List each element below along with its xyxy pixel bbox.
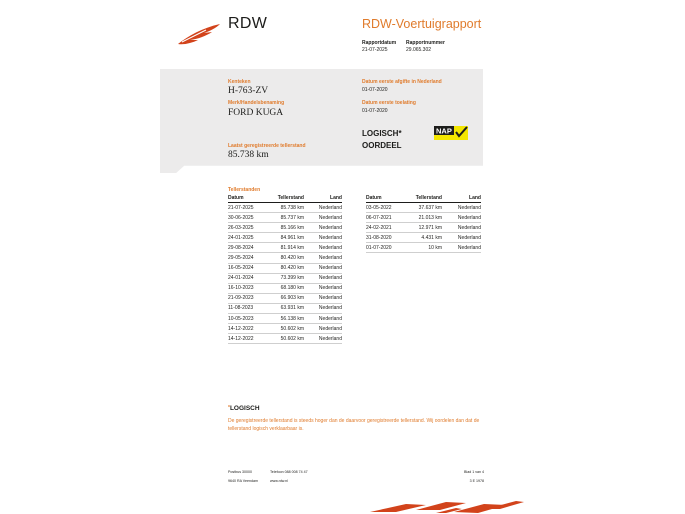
cell-date: 30-06-2025: [228, 213, 266, 223]
cell-country: Nederland: [304, 303, 342, 313]
cell-date: 06-07-2021: [366, 213, 404, 223]
cell-country: Nederland: [442, 243, 481, 253]
table-row: [228, 273, 342, 283]
table-row: [228, 293, 342, 303]
cell-reading: 80.420 km: [266, 263, 304, 273]
nap-text: NAP: [436, 126, 452, 136]
col-date: Datum: [228, 194, 266, 203]
odometer-table-left: [228, 194, 342, 344]
cell-country: Nederland: [304, 283, 342, 293]
cell-date: 21-09-2023: [228, 293, 266, 303]
footer-address: [228, 468, 258, 486]
table-row: [228, 334, 342, 344]
table-row: [228, 233, 342, 243]
cell-reading: 81.914 km: [266, 243, 304, 253]
cell-country: Nederland: [304, 273, 342, 283]
footnote-star: *: [228, 405, 230, 411]
report-title: RDW-Voertuigrapport: [362, 17, 482, 31]
cell-date: 11-08-2023: [228, 303, 266, 313]
cell-reading: 12.971 km: [404, 223, 442, 233]
cell-country: Nederland: [442, 203, 481, 213]
cell-country: Nederland: [304, 233, 342, 243]
report-date-label: Rapportdatum: [362, 40, 397, 46]
cell-country: Nederland: [304, 253, 342, 263]
cell-country: Nederland: [304, 213, 342, 223]
footnote-title: [228, 405, 260, 412]
cell-reading: 68.180 km: [266, 283, 304, 293]
cell-date: 26-03-2025: [228, 223, 266, 233]
cell-date: 29-08-2024: [228, 243, 266, 253]
report-number: 29.065.302: [406, 47, 432, 53]
col-country: Land: [304, 194, 342, 203]
footer-phone: Telefoon 088 008 74 47: [270, 470, 308, 474]
verdict: [362, 128, 402, 152]
rdw-logo-icon: [176, 22, 222, 46]
cell-reading: 73.399 km: [266, 273, 304, 283]
cell-reading: 50.602 km: [266, 334, 304, 344]
report-number-label: Rapportnummer: [406, 40, 445, 46]
last-odometer-label: Laatst geregistreerde tellerstand: [228, 143, 306, 149]
footnote-text: De geregistreerde tellerstand is steeds hoger dan de daarvoor geregistreerde tellerstand. Wij oordelen dan dat de tellerstand logisch verklaarbaar is.: [228, 418, 480, 432]
report-date: 21-07-2025: [362, 47, 388, 53]
cell-date: 24-01-2024: [228, 273, 266, 283]
footer-page-info: [440, 468, 484, 486]
col-reading: Tellerstand: [266, 194, 304, 203]
cell-reading: 50.602 km: [266, 324, 304, 334]
cell-date: 29-05-2024: [228, 253, 266, 263]
table-row: [366, 243, 481, 253]
cell-reading: 21.013 km: [404, 213, 442, 223]
col-date: Datum: [366, 194, 404, 203]
footer-postbus: Postbus 30000: [228, 470, 252, 474]
cell-country: Nederland: [442, 213, 481, 223]
cell-reading: 37.637 km: [404, 203, 442, 213]
footnote-title-text: LOGISCH: [229, 405, 260, 412]
report-date-block: [362, 40, 396, 54]
cell-country: Nederland: [304, 324, 342, 334]
cell-date: 24-01-2025: [228, 233, 266, 243]
report-number-block: [406, 40, 445, 54]
table-row: [228, 203, 342, 213]
cell-reading: 85.166 km: [266, 223, 304, 233]
cell-date: 16-05-2024: [228, 263, 266, 273]
last-odometer: 85.738 km: [228, 150, 269, 160]
make-label: Merk/Handelsbenaming: [228, 100, 285, 106]
cell-date: 14-12-2022: [228, 324, 266, 334]
cell-date: 01-07-2020: [366, 243, 404, 253]
table-row: [228, 223, 342, 233]
license-plate: H-763-ZV: [228, 86, 269, 96]
col-country: Land: [442, 194, 481, 203]
cell-reading: 84.961 km: [266, 233, 304, 243]
cell-country: Nederland: [304, 314, 342, 324]
table-row: [228, 324, 342, 334]
footer-city: 9640 RA Veendam: [228, 479, 258, 483]
table-row: [228, 263, 342, 273]
first-admission: 01-07-2020: [362, 108, 388, 114]
table-row: [228, 213, 342, 223]
footer-contact: [270, 468, 308, 486]
cell-reading: 56.138 km: [266, 314, 304, 324]
decorative-stripes-icon: [366, 498, 526, 514]
cell-country: Nederland: [304, 293, 342, 303]
brand-name: RDW: [228, 15, 268, 32]
table-row: [228, 314, 342, 324]
odometer-table-right: [366, 194, 481, 253]
cell-reading: 85.738 km: [266, 203, 304, 213]
odometer-section-title: Tellerstanden: [228, 187, 261, 193]
footer-page: Blad 1 van 4: [464, 470, 484, 474]
first-admission-label: Datum eerste toelating: [362, 100, 416, 106]
cell-country: Nederland: [442, 233, 481, 243]
cell-reading: 63.931 km: [266, 303, 304, 313]
license-plate-label: Kenteken: [228, 79, 251, 85]
table-row: [366, 223, 481, 233]
cell-country: Nederland: [304, 334, 342, 344]
col-reading: Tellerstand: [404, 194, 442, 203]
verdict-line-1: LOGISCH*: [362, 129, 402, 138]
cell-reading: 85.737 km: [266, 213, 304, 223]
cell-date: 10-05-2023: [228, 314, 266, 324]
cell-date: 24-02-2021: [366, 223, 404, 233]
table-row: [228, 283, 342, 293]
cell-date: 16-10-2023: [228, 283, 266, 293]
nap-logo-icon: [434, 126, 468, 140]
cell-reading: 80.420 km: [266, 253, 304, 263]
table-row: [228, 253, 342, 263]
cell-reading: 66.903 km: [266, 293, 304, 303]
table-row: [228, 303, 342, 313]
first-registration-nl: 01-07-2020: [362, 87, 388, 93]
cell-reading: 10 km: [404, 243, 442, 253]
cell-date: 31-08-2020: [366, 233, 404, 243]
cell-country: Nederland: [304, 243, 342, 253]
table-row: [366, 233, 481, 243]
cell-country: Nederland: [304, 223, 342, 233]
cell-date: 14-12-2022: [228, 334, 266, 344]
cell-reading: 4.431 km: [404, 233, 442, 243]
table-row: [366, 203, 481, 213]
footer-web: www.rdw.nl: [270, 479, 288, 483]
cell-country: Nederland: [304, 203, 342, 213]
cell-country: Nederland: [442, 223, 481, 233]
footer-code: 3 E 1978: [469, 479, 484, 483]
table-row: [228, 243, 342, 253]
cell-country: Nederland: [304, 263, 342, 273]
cell-date: 21-07-2025: [228, 203, 266, 213]
table-row: [366, 213, 481, 223]
cell-date: 03-05-2022: [366, 203, 404, 213]
first-registration-nl-label: Datum eerste afgifte in Nederland: [362, 79, 442, 85]
make-model: FORD KUGA: [228, 108, 284, 118]
verdict-line-2: OORDEEL: [362, 141, 402, 150]
